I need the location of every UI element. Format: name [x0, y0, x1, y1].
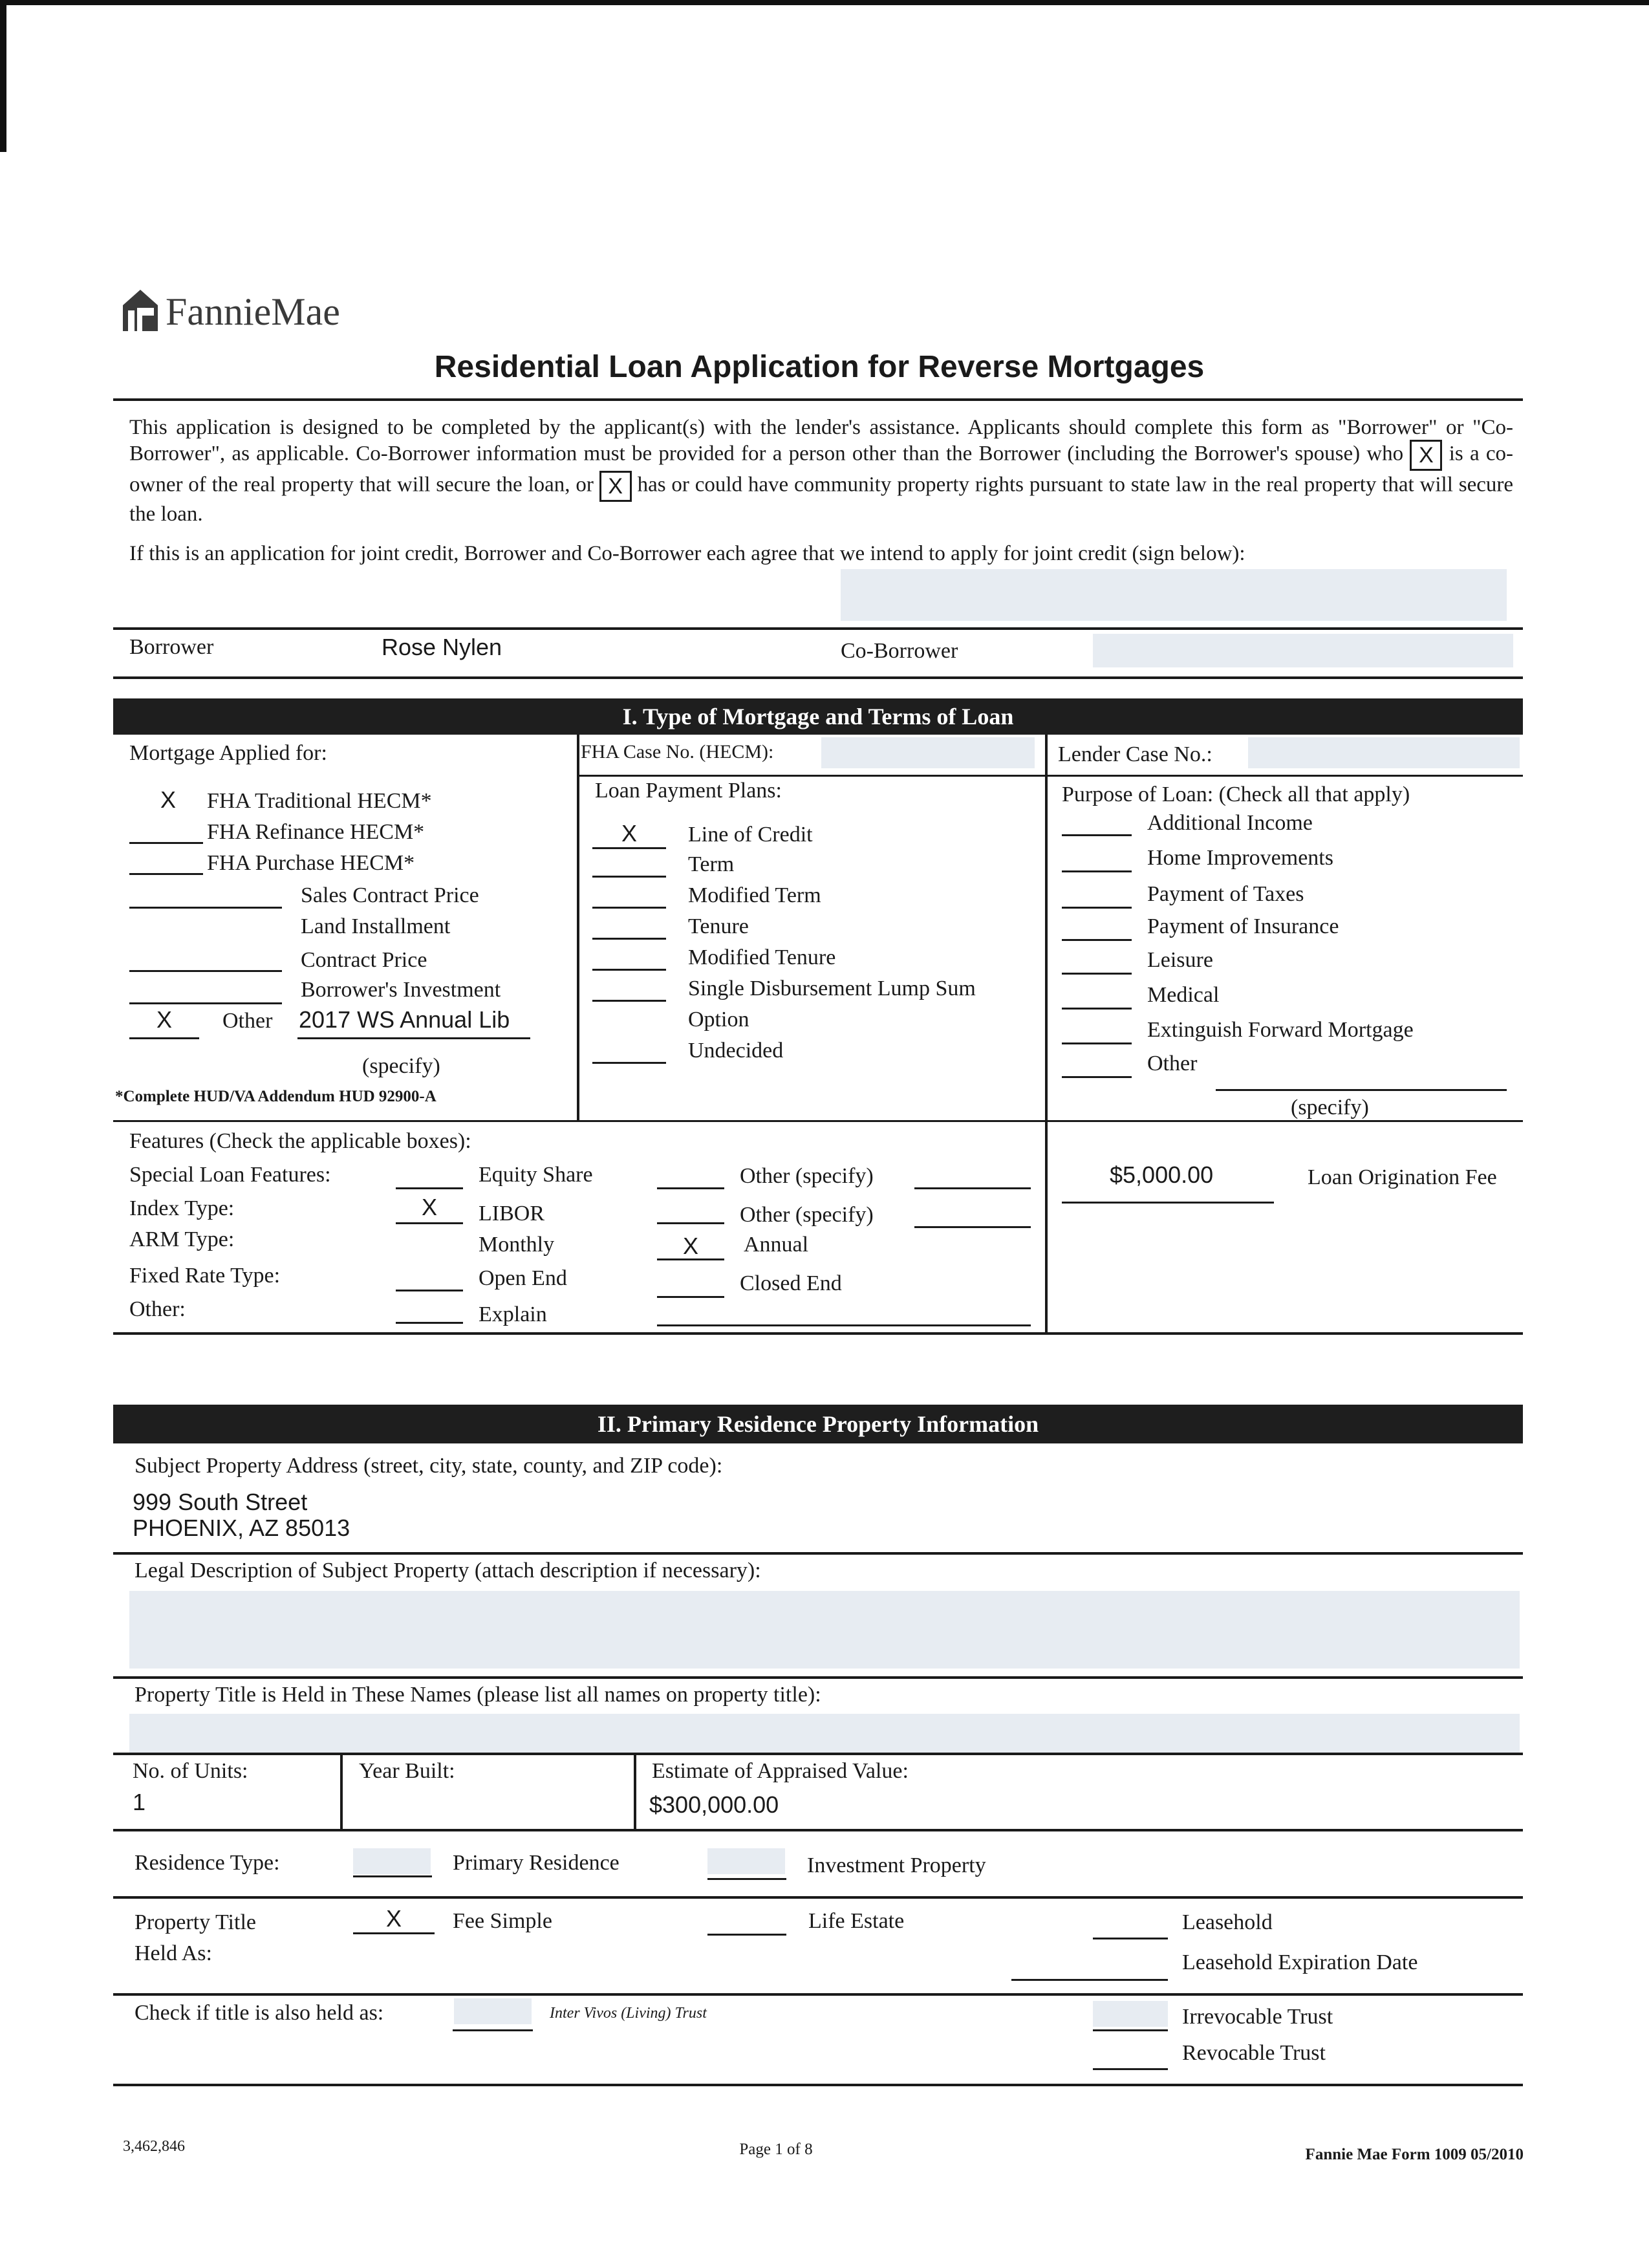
- logo-text: FannieMae: [166, 290, 340, 333]
- scan-edge-left: [0, 0, 6, 152]
- document-number: 3,462,846: [123, 2138, 185, 2155]
- feature-mark-1[interactable]: X: [421, 1194, 437, 1220]
- mortgage-option-label: FHA Purchase HECM*: [207, 851, 415, 875]
- feature-specify-line[interactable]: [914, 1226, 1031, 1228]
- purpose-other-specify-line[interactable]: [1216, 1089, 1507, 1091]
- feature-mark-2[interactable]: X: [682, 1233, 698, 1259]
- loan-payment-plans-label: Loan Payment Plans:: [595, 779, 782, 803]
- purpose-option-label: Home Improvements: [1147, 846, 1333, 870]
- purpose-blank[interactable]: [1062, 870, 1132, 872]
- plan-mark[interactable]: X: [621, 820, 637, 847]
- units-col-divider: [340, 1754, 343, 1829]
- investment-property-blank: [707, 1878, 786, 1880]
- fee-simple-blank: [353, 1932, 435, 1934]
- feature-option-1: Equity Share: [479, 1163, 593, 1187]
- other-mortgage-value[interactable]: 2017 WS Annual Lib: [299, 1006, 510, 1033]
- title-names-label: Property Title is Held in These Names (please list all names on property title):: [135, 1683, 821, 1707]
- addendum-note: *Complete HUD/VA Addendum HUD 92900-A: [115, 1088, 436, 1105]
- plan-label: Line of Credit: [688, 823, 813, 847]
- section2-bottom-rule: [113, 2084, 1523, 2086]
- revocable-label: Revocable Trust: [1182, 2041, 1326, 2065]
- inter-vivos-blank: [453, 2029, 533, 2031]
- inter-vivos-label: Inter Vivos (Living) Trust: [550, 2005, 707, 2022]
- other-mortgage-mark[interactable]: X: [156, 1006, 172, 1033]
- purpose-option-label: Payment of Insurance: [1147, 914, 1339, 938]
- feature-option-1: LIBOR: [479, 1202, 544, 1226]
- title-held-label-2: Held As:: [135, 1941, 212, 1965]
- mortgage-option-label: Contract Price: [301, 948, 427, 972]
- year-col-divider: [634, 1754, 636, 1829]
- legal-bottom-rule: [113, 1676, 1523, 1679]
- feature-blank-1[interactable]: [396, 1322, 463, 1324]
- mortgage-option-mark[interactable]: X: [160, 786, 176, 813]
- mortgage-option-label: FHA Refinance HECM*: [207, 820, 425, 844]
- joint-credit-signature-area[interactable]: [841, 569, 1507, 621]
- fee-simple-mark[interactable]: X: [385, 1905, 402, 1932]
- feature-row-label: ARM Type:: [129, 1227, 235, 1251]
- address-bottom-rule: [113, 1552, 1523, 1555]
- plans-top-rule: [578, 775, 1523, 777]
- leasehold-expiration-blank[interactable]: [1011, 1979, 1168, 1981]
- irrevocable-field[interactable]: [1093, 2001, 1168, 2027]
- also-held-label: Check if title is also held as:: [135, 2001, 384, 2025]
- primary-residence-field[interactable]: [353, 1848, 431, 1874]
- plan-blank[interactable]: [592, 1062, 666, 1064]
- mortgage-option-blank[interactable]: [129, 873, 203, 875]
- title-held-bottom-rule: [113, 1993, 1523, 1996]
- other-mortgage-blank[interactable]: [129, 1037, 199, 1039]
- feature-option-2: Other (specify): [740, 1203, 874, 1227]
- other-mortgage-specify: (specify): [362, 1054, 440, 1078]
- primary-residence-blank: [353, 1875, 432, 1877]
- feature-row-label: Other:: [129, 1297, 186, 1321]
- title-names-field[interactable]: [129, 1714, 1520, 1753]
- feature-blank-2[interactable]: [657, 1296, 724, 1298]
- plan-blank[interactable]: [592, 847, 666, 849]
- mortgage-option-blank[interactable]: [129, 907, 282, 909]
- leasehold-label: Leasehold: [1182, 1910, 1273, 1934]
- feature-option-2: Closed End: [740, 1271, 842, 1295]
- feature-blank-1[interactable]: [396, 1290, 463, 1291]
- section1-col-divider-1: [577, 735, 579, 1120]
- co-owner-checkbox[interactable]: X: [1410, 440, 1442, 471]
- borrower-name[interactable]: Rose Nylen: [382, 634, 502, 660]
- feature-blank-1[interactable]: [396, 1187, 463, 1189]
- plan-blank[interactable]: [592, 907, 666, 909]
- coborrower-name-field[interactable]: [1093, 634, 1513, 667]
- purpose-blank[interactable]: [1062, 1076, 1132, 1078]
- features-top-rule: [113, 1120, 1523, 1122]
- purpose-blank[interactable]: [1062, 973, 1132, 975]
- plan-label: Modified Tenure: [688, 945, 836, 969]
- borrower-row-bottom: [113, 676, 1523, 679]
- origination-fee-underline: [1062, 1202, 1274, 1204]
- feature-option-2: Other (specify): [740, 1164, 874, 1188]
- purpose-option-label: Medical: [1147, 983, 1220, 1007]
- purpose-option-label: Extinguish Forward Mortgage: [1147, 1018, 1414, 1042]
- other-mortgage-label: Other: [222, 1009, 273, 1033]
- units-value[interactable]: 1: [133, 1789, 146, 1815]
- mortgage-option-label: Sales Contract Price: [301, 883, 479, 907]
- plan-label: Undecided: [688, 1039, 784, 1063]
- investment-property-label: Investment Property: [807, 1853, 986, 1877]
- origination-fee-value[interactable]: $5,000.00: [1110, 1161, 1214, 1188]
- plan-blank[interactable]: [592, 938, 666, 940]
- feature-blank-1[interactable]: [396, 1222, 463, 1224]
- address-line-2[interactable]: PHOENIX, AZ 85013: [133, 1515, 350, 1541]
- plan-label: Modified Term: [688, 883, 821, 907]
- plan-label: Single Disbursement Lump Sum: [688, 977, 976, 1000]
- joint-credit-statement: If this is an application for joint credit, Borrower and Co-Borrower each agree that we intend to apply for joint credit (sign below):: [129, 542, 1245, 565]
- purpose-blank[interactable]: [1062, 907, 1132, 909]
- inter-vivos-field[interactable]: [454, 1998, 532, 2024]
- purpose-blank[interactable]: [1062, 834, 1132, 836]
- intro-paragraph: This application is designed to be completed by the applicant(s) with the lender's assistance. Applicants should complete this form as "Borrower" or "Co-Borrower", as applicable. Co-Borrower information must be provided for a person other than the Borrower (including the Borrower's spouse) who X is a co-owner of the real property that will secure the loan, or X has or could have community property rights pursuant to state law in the real property that will secure the loan.: [129, 416, 1514, 526]
- title-names-bottom-rule: [113, 1753, 1523, 1755]
- purpose-option-label: Additional Income: [1147, 811, 1313, 835]
- residence-type-label: Residence Type:: [135, 1851, 280, 1875]
- life-estate-blank[interactable]: [707, 1934, 786, 1936]
- section2-header: II. Primary Residence Property Information: [113, 1405, 1523, 1443]
- section1-bottom-rule: [113, 1332, 1523, 1335]
- lender-case-field[interactable]: [1248, 737, 1520, 768]
- legal-description-label: Legal Description of Subject Property (attach description if necessary):: [135, 1559, 761, 1582]
- feature-option-1: Monthly: [479, 1233, 555, 1257]
- purpose-option-label: Other: [1147, 1052, 1198, 1075]
- scan-edge-top: [0, 0, 1649, 5]
- residence-bottom-rule: [113, 1896, 1523, 1899]
- primary-residence-label: Primary Residence: [453, 1851, 620, 1875]
- investment-property-field[interactable]: [707, 1848, 785, 1874]
- fanniemae-house-icon: [120, 286, 160, 332]
- units-bottom-rule: [113, 1829, 1523, 1831]
- feature-blank-2[interactable]: [657, 1222, 724, 1224]
- feature-row-label: Special Loan Features:: [129, 1163, 331, 1187]
- fha-case-label: FHA Case No. (HECM):: [581, 741, 774, 762]
- title-rule: [113, 398, 1523, 401]
- feature-option-1: Open End: [479, 1266, 567, 1290]
- feature-row-label: Fixed Rate Type:: [129, 1264, 281, 1288]
- year-built-label: Year Built:: [359, 1759, 455, 1783]
- life-estate-label: Life Estate: [808, 1909, 905, 1933]
- leasehold-blank[interactable]: [1093, 1938, 1168, 1939]
- mortgage-applied-label: Mortgage Applied for:: [129, 741, 327, 765]
- purpose-label: Purpose of Loan: (Check all that apply): [1062, 783, 1410, 806]
- mortgage-option-blank[interactable]: [129, 1002, 282, 1004]
- revocable-blank[interactable]: [1093, 2068, 1168, 2070]
- plan-label: Option: [688, 1008, 749, 1031]
- other-mortgage-underline: [297, 1037, 530, 1039]
- feature-specify-line[interactable]: [914, 1187, 1031, 1189]
- plan-label: Tenure: [688, 914, 749, 938]
- address-label: Subject Property Address (street, city, state, county, and ZIP code):: [135, 1454, 723, 1478]
- purpose-blank[interactable]: [1062, 939, 1132, 941]
- page-number: Page 1 of 8: [739, 2141, 813, 2158]
- title-held-label-1: Property Title: [135, 1910, 256, 1934]
- feature-option-1: Explain: [479, 1302, 547, 1326]
- borrower-label: Borrower: [129, 635, 214, 659]
- plan-blank[interactable]: [592, 969, 666, 971]
- irrevocable-blank: [1093, 2029, 1168, 2031]
- feature-option-2: Annual: [744, 1233, 809, 1257]
- coborrower-label: Co-Borrower: [841, 639, 958, 663]
- mortgage-option-blank[interactable]: [129, 970, 282, 972]
- feature-row-label: Index Type:: [129, 1196, 235, 1220]
- fee-simple-label: Fee Simple: [453, 1909, 552, 1933]
- mortgage-option-label: Borrower's Investment: [301, 978, 501, 1002]
- origination-fee-label: Loan Origination Fee: [1308, 1165, 1497, 1189]
- purpose-blank[interactable]: [1062, 1008, 1132, 1010]
- mortgage-option-label: FHA Traditional HECM*: [207, 789, 432, 813]
- plan-blank[interactable]: [592, 876, 666, 878]
- irrevocable-label: Irrevocable Trust: [1182, 2005, 1333, 2029]
- section1-col-divider-2: [1045, 735, 1048, 1334]
- appraised-label: Estimate of Appraised Value:: [652, 1759, 909, 1783]
- purpose-specify: (specify): [1291, 1096, 1369, 1119]
- plan-label: Term: [688, 852, 735, 876]
- purpose-blank[interactable]: [1062, 1042, 1132, 1044]
- legal-description-field[interactable]: [129, 1591, 1520, 1669]
- purpose-option-label: Leisure: [1147, 948, 1213, 972]
- form-title: Residential Loan Application for Reverse Mortgages: [434, 350, 1205, 384]
- address-line-1[interactable]: 999 South Street: [133, 1489, 308, 1515]
- feature-blank-2[interactable]: [657, 1187, 724, 1189]
- community-property-checkbox[interactable]: X: [599, 471, 632, 502]
- mortgage-option-label: Land Installment: [301, 914, 451, 938]
- fha-case-field[interactable]: [821, 737, 1035, 768]
- leasehold-expiration-label: Leasehold Expiration Date: [1182, 1950, 1418, 1974]
- features-label: Features (Check the applicable boxes):: [129, 1129, 471, 1153]
- section1-header: I. Type of Mortgage and Terms of Loan: [113, 698, 1523, 735]
- lender-case-label: Lender Case No.:: [1058, 742, 1212, 766]
- borrower-row-top: [113, 627, 1523, 630]
- purpose-option-label: Payment of Taxes: [1147, 882, 1304, 906]
- feature-explain-line[interactable]: [657, 1324, 1031, 1326]
- appraised-value[interactable]: $300,000.00: [649, 1791, 779, 1818]
- plan-blank[interactable]: [592, 1000, 666, 1002]
- form-identifier: Fannie Mae Form 1009 05/2010: [1305, 2146, 1524, 2163]
- mortgage-option-blank[interactable]: [129, 842, 203, 844]
- units-label: No. of Units:: [133, 1759, 248, 1783]
